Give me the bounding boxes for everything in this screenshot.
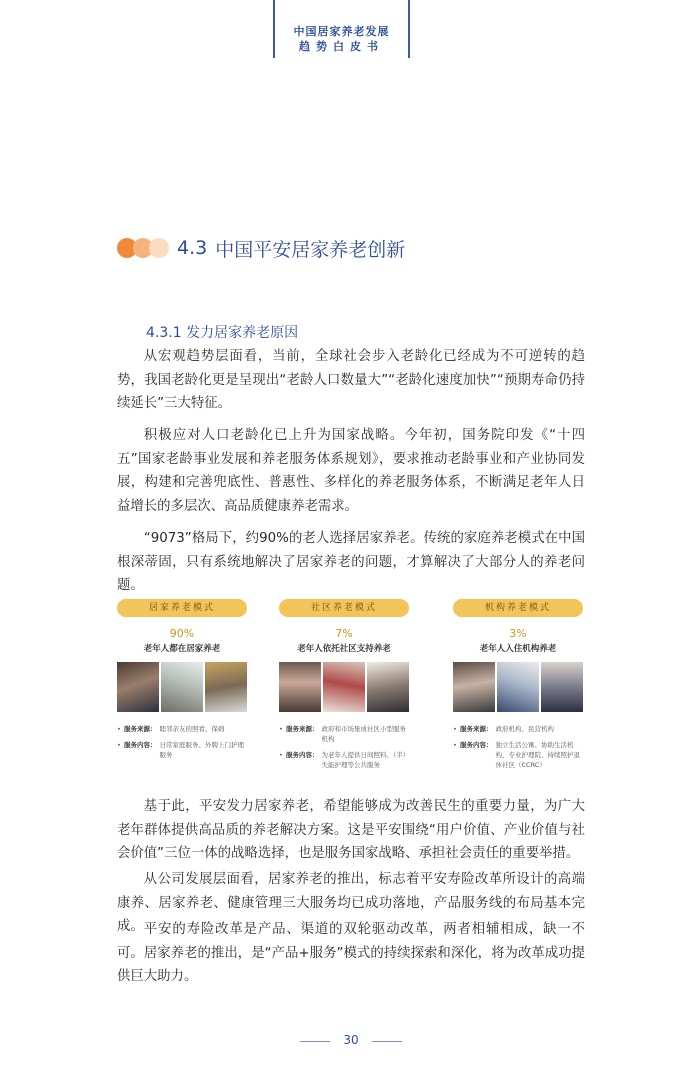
model-content: • 服务内容： 日常家庭服务、外聘上门护理服务 bbox=[117, 741, 244, 759]
running-header bbox=[273, 0, 410, 58]
model-label: 居家养老模式 bbox=[117, 599, 247, 617]
section-title: 中国平安居家养老创新 bbox=[215, 238, 406, 261]
model-photo bbox=[117, 662, 247, 712]
paragraph-1: 从宏观趋势层面看，当前，全球社会步入老龄化已经成为不可逆转的趋势，我国老龄化更是呈现出“老龄人口数量大”“老龄化速度加快”“预期寿命仍持续延长”三大特征。 bbox=[117, 349, 585, 411]
header-title-line2: 趋势白皮书 bbox=[299, 40, 384, 53]
paragraph-6: 平安的寿险改革是产品、渠道的双轮驱动改革，两者相辅相成，缺一不可。居家养老的推出，是“产品+服务”模式的持续探索和深化，将为改革成功提供巨大助力。 bbox=[117, 922, 585, 984]
model-content: • 服务内容： 独立生活公寓、协助生活机构、专业护理院、持续照护退休社区（CCRC） bbox=[453, 741, 580, 769]
model-percent: 90% bbox=[169, 627, 195, 640]
footer-rule-right bbox=[372, 1041, 402, 1042]
model-content: • 服务内容： 为老年人提供日间照料、（半）失能护理等公共服务 bbox=[279, 751, 406, 769]
model-source: • 服务来源： 政府和市场集成社区小型服务机构 bbox=[279, 725, 406, 743]
model-percent: 7% bbox=[335, 627, 353, 640]
heading-dots-icon bbox=[117, 238, 169, 258]
paragraph-3: “9073”格局下，约90%的老人选择居家养老。传统的家庭养老模式在中国根深蒂固，只有系统地解决了居家养老的问题，才算解决了大部分人的养老问题。 bbox=[117, 531, 585, 593]
model-label: 社区养老模式 bbox=[279, 599, 409, 617]
model-caption: 老年人都在居家养老 bbox=[143, 644, 221, 654]
model-photo bbox=[453, 662, 583, 712]
model-photo bbox=[279, 662, 409, 712]
subsection-title: 4.3.1 发力居家养老原因 bbox=[146, 325, 299, 341]
model-caption: 老年人依托社区支持养老 bbox=[297, 644, 391, 654]
model-percent: 3% bbox=[509, 627, 527, 640]
footer-rule-left bbox=[300, 1041, 330, 1042]
model-label: 机构养老模式 bbox=[453, 599, 583, 617]
care-models-figure bbox=[117, 599, 585, 774]
model-institution bbox=[453, 599, 583, 776]
model-community bbox=[279, 599, 409, 776]
paragraph-2: 积极应对人口老龄化已上升为国家战略。今年初，国务院印发《“十四五”国家老龄事业发展和养老服务体系规划》，要求推动老龄事业和产业协同发展，构建和完善兜底性、普惠性、多样化的养老服务体系，不断满足老年人日益增长的多层次、高品质健康养老需求。 bbox=[117, 428, 585, 514]
paragraph-4: 基于此，平安发力居家养老，希望能够成为改善民生的重要力量，为广大老年群体提供高品质的养老解决方案。这是平安围绕“用户价值、产业价值与社会价值”三位一体的战略选择，也是服务国家战略、承担社会责任的重要举措。 bbox=[117, 799, 585, 861]
paragraph-5: 从公司发展层面看，居家养老的推出，标志着平安寿险改革所设计的高端康养、居家养老、健康管理三大服务均已成功落地，产品服务线的布局基本完成。 bbox=[117, 872, 585, 934]
model-source: • 服务来源： 睦邻亲友的照看、保姆 bbox=[117, 725, 225, 733]
header-title-line1: 中国居家养老发展 bbox=[293, 25, 390, 38]
page-footer bbox=[0, 1031, 700, 1051]
model-home bbox=[117, 599, 247, 766]
page-number: 30 bbox=[343, 1033, 359, 1047]
model-source: • 服务来源： 政府机构、民营机构 bbox=[453, 725, 554, 733]
model-caption: 老年人入住机构养老 bbox=[479, 644, 557, 654]
section-number: 4.3 bbox=[177, 237, 208, 259]
section-heading bbox=[117, 232, 405, 264]
